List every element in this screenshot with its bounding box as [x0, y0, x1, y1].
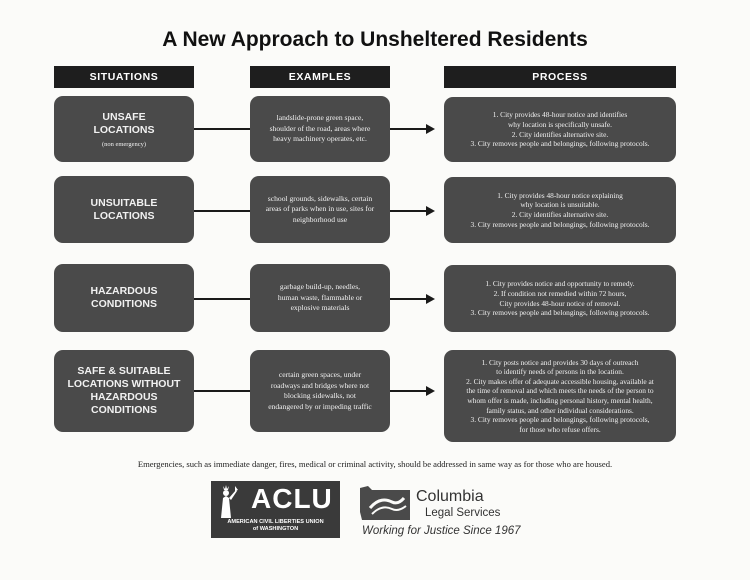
connector-line: [390, 390, 426, 392]
process-box-safe-suitable: 1. City posts notice and provides 30 days of outreach to identify needs of persons in the location. 2. City makes offer of adequate accessible housing, available at the time of removal and which meets the needs of the person to whom offer is made, including personal history, mental health, family status, and other individual considerations. 3. City removes people and belongings, following protocols, for those who refuse offers.: [444, 350, 676, 442]
situation-box-hazardous: [54, 264, 194, 332]
arrow-head: [426, 206, 435, 216]
examples-box-hazardous: garbage build-up, needles, human waste, flammable or explosive materials: [250, 264, 390, 332]
process-box-hazardous: 1. City provides notice and opportunity to remedy. 2. If condition not remedied within 72 hours, City provides 48-hour notice of removal. 3. City removes people and belongings, following protocols.: [444, 265, 676, 332]
situation-label: SAFE & SUITABLE LOCATIONS WITHOUT HAZARDOUS CONDITIONS: [67, 365, 181, 416]
washington-map-icon: [358, 482, 414, 524]
columbia-legal-services-logo: [358, 482, 558, 544]
aclu-wordmark: ACLU: [251, 483, 333, 514]
cls-name-line-2: Legal Services: [425, 507, 501, 519]
examples-box-unsuitable: school grounds, sidewalks, certain areas of parks when in use, sites for neighborhood use: [250, 176, 390, 243]
situation-note: (non emergency): [101, 140, 147, 148]
connector-line: [390, 298, 426, 300]
situation-label: UNSUITABLE LOCATIONS: [90, 196, 158, 222]
footnote: Emergencies, such as immediate danger, fires, medical or criminal activity, should be addressed in same way as for those who are housed.: [137, 459, 613, 469]
connector-line: [194, 210, 250, 212]
connector-line: [390, 128, 426, 130]
header-examples: EXAMPLES: [250, 66, 390, 88]
page-title: A New Approach to Unsheltered Residents: [162, 28, 588, 51]
examples-box-unsafe: landslide-prone green space, shoulder of the road, areas where heavy machinery operates, etc.: [250, 96, 390, 162]
connector-line: [390, 210, 426, 212]
situation-label: HAZARDOUS CONDITIONS: [90, 285, 158, 310]
arrow-head: [426, 386, 435, 396]
connector-line: [194, 128, 250, 130]
examples-box-safe-suitable: certain green spaces, under roadways and bridges where not blocking sidewalks, not endangered by or impeding traffic: [250, 350, 390, 432]
aclu-logo: [211, 481, 340, 538]
connector-line: [194, 390, 250, 392]
cls-name-line-1: Columbia: [416, 488, 484, 505]
process-box-unsuitable: 1. City provides 48-hour notice explaining why location is unsuitable. 2. City identifies alternative site. 3. City removes people and belongings, following protocols.: [444, 177, 676, 243]
situation-label: UNSAFE LOCATIONS: [93, 110, 155, 136]
situation-box-safe-suitable: [54, 350, 194, 432]
aclu-org-name: AMERICAN CIVIL LIBERTIES UNION of WASHINGTON: [227, 519, 324, 532]
situation-box-unsuitable: [54, 176, 194, 243]
situation-box-unsafe: [54, 96, 194, 162]
process-box-unsafe: 1. City provides 48-hour notice and identifies why location is specifically unsafe. 2. City identifies alternative site. 3. City removes people and belongings, following protocols.: [444, 97, 676, 162]
arrow-head: [426, 294, 435, 304]
cls-tagline: Working for Justice Since 1967: [362, 525, 521, 537]
statue-of-liberty-icon: [214, 484, 248, 518]
connector-line: [194, 298, 250, 300]
header-situations: SITUATIONS: [54, 66, 194, 88]
arrow-head: [426, 124, 435, 134]
header-process: PROCESS: [444, 66, 676, 88]
